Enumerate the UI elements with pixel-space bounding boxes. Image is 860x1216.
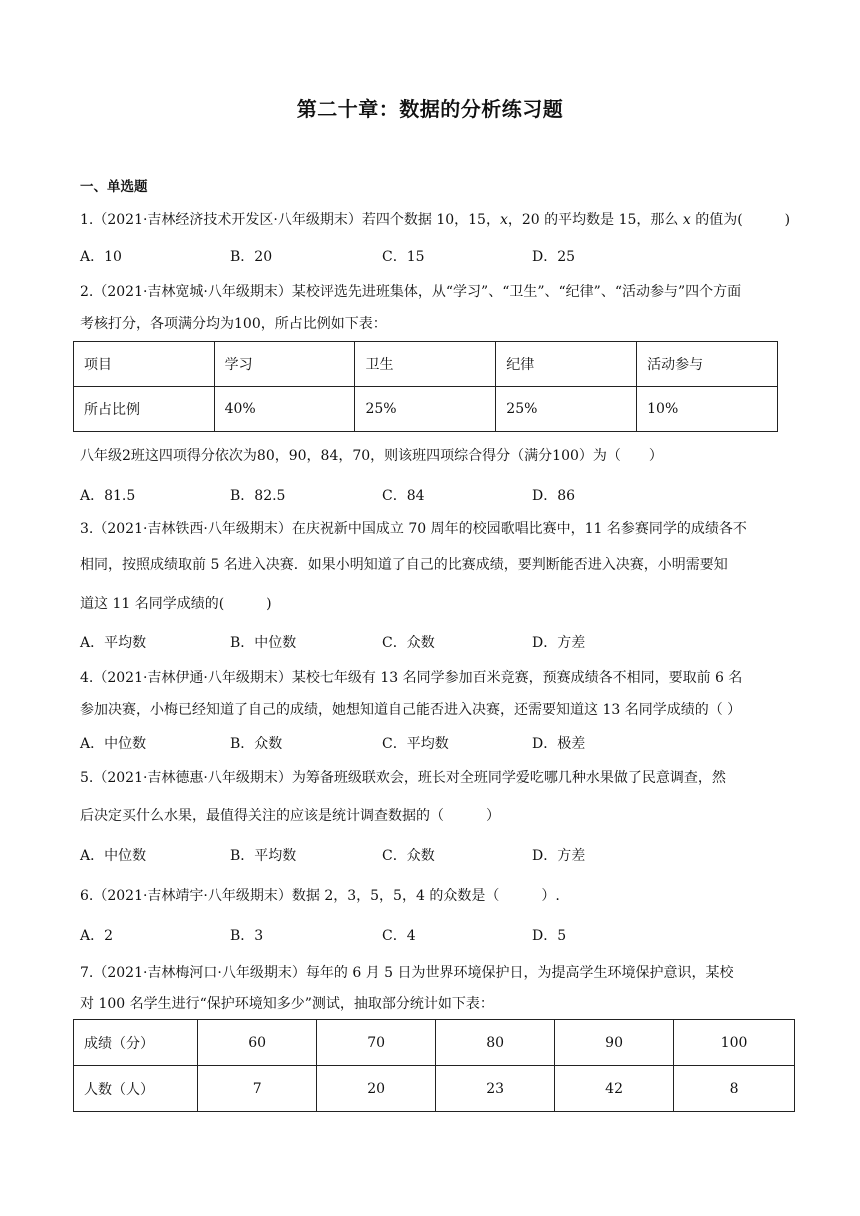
table-cell: 100 — [674, 1020, 795, 1066]
q5-option-b: B．平均数 — [230, 848, 297, 864]
table-row — [74, 342, 778, 387]
q4-option-c: C．平均数 — [382, 736, 449, 752]
table-cell: 20 — [317, 1066, 436, 1112]
question-7-line-2: 对 100 名学生进行“保护环境知多少”测试，抽取部分统计如下表： — [80, 996, 494, 1012]
question-2-line-3: 八年级2班这四项得分依次为80，90，84，70，则该班四项综合得分（满分100）为（ ） — [80, 448, 663, 464]
q2-option-a: A．81.5 — [80, 488, 136, 504]
table-cell: 7 — [198, 1066, 317, 1112]
question-5-line-1: 5.（2021·吉林德惠·八年级期末）为筹备班级联欢会，班长对全班同学爱吃哪几种水果做了民意调查，然 — [80, 770, 726, 786]
q5-option-a: A．中位数 — [80, 848, 147, 864]
question-4-line-2: 参加决赛，小梅已经知道了自己的成绩，她想知道自己能否进入决赛，还需要知道这 13 名同学成绩的（ ） — [80, 702, 742, 718]
q3-option-d: D．方差 — [532, 635, 586, 651]
table-cell: 80 — [436, 1020, 555, 1066]
table-cell: 60 — [198, 1020, 317, 1066]
table-cell: 活动参与 — [637, 342, 778, 387]
q1-option-a: A．10 — [80, 249, 122, 265]
q3-option-b: B．中位数 — [230, 635, 297, 651]
score-table — [73, 1019, 795, 1112]
question-4-line-1: 4.（2021·吉林伊通·八年级期末）某校七年级有 13 名同学参加百米竞赛，预赛成绩各不相同，要取前 6 名 — [80, 670, 743, 686]
q1-text-b: ，20 的平均数是 15，那么 — [507, 212, 683, 228]
q1-option-c: C．15 — [382, 249, 425, 265]
q5-option-c: C．众数 — [382, 848, 435, 864]
table-cell: 项目 — [74, 342, 215, 387]
table-cell: 成绩（分） — [74, 1020, 198, 1066]
table-cell: 10% — [637, 387, 778, 432]
q5-option-d: D．方差 — [532, 848, 586, 864]
table-cell: 23 — [436, 1066, 555, 1112]
question-3-line-2: 相同，按照成绩取前 5 名进入决赛．如果小明知道了自己的比赛成绩，要判断能否进入决赛，小明需要知 — [80, 557, 728, 573]
q1-text-a: 1.（2021·吉林经济技术开发区·八年级期末）若四个数据 10，15， — [80, 212, 500, 228]
table-cell: 25% — [496, 387, 637, 432]
q3-option-a: A．平均数 — [80, 635, 147, 651]
table-cell: 卫生 — [355, 342, 496, 387]
question-3-line-1: 3.（2021·吉林铁西·八年级期末）在庆祝新中国成立 70 周年的校园歌唱比赛中，11 名参赛同学的成绩各不 — [80, 521, 747, 537]
q2-option-c: C．84 — [382, 488, 425, 504]
table-cell: 所占比例 — [74, 387, 215, 432]
q4-option-a: A．中位数 — [80, 736, 147, 752]
question-1-stem — [80, 210, 790, 230]
question-3-line-3: 道这 11 名同学成绩的( ) — [80, 596, 272, 612]
table-row — [74, 1066, 795, 1112]
table-cell: 42 — [555, 1066, 674, 1112]
q1-text-c: 的值为( ) — [690, 212, 791, 228]
table-cell: 8 — [674, 1066, 795, 1112]
table-cell: 人数（人） — [74, 1066, 198, 1112]
q1-var-x: x — [499, 212, 508, 228]
question-2-line-1: 2.（2021·吉林宽城·八年级期末）某校评选先进班集体，从“学习”、“卫生”、“纪律”、“活动参与”四个方面 — [80, 284, 742, 300]
question-2-line-2: 考核打分，各项满分均为100，所占比例如下表： — [80, 316, 387, 332]
q1-option-b: B．20 — [230, 249, 273, 265]
q1-var-x2: x — [682, 212, 691, 228]
q4-option-b: B．众数 — [230, 736, 283, 752]
table-cell: 40% — [214, 387, 355, 432]
q2-option-d: D．86 — [532, 488, 576, 504]
question-6-line-1: 6.（2021·吉林靖宇·八年级期末）数据 2，3，5，5，4 的众数是（ ）. — [80, 888, 560, 904]
q6-option-a: A．2 — [80, 928, 114, 944]
q2-option-b: B．82.5 — [230, 488, 286, 504]
q3-option-c: C．众数 — [382, 635, 435, 651]
q4-option-d: D．极差 — [532, 736, 586, 752]
table-cell: 70 — [317, 1020, 436, 1066]
question-5-line-2: 后决定买什么水果，最值得关注的应该是统计调查数据的（ ） — [80, 808, 500, 824]
weight-table — [73, 341, 778, 432]
table-cell: 90 — [555, 1020, 674, 1066]
table-row — [74, 387, 778, 432]
q6-option-c: C．4 — [382, 928, 416, 944]
page-title: 第二十章：数据的分析练习题 — [296, 97, 564, 121]
q1-option-d: D．25 — [532, 249, 576, 265]
section-heading: 一、单选题 — [80, 179, 148, 195]
table-cell: 学习 — [214, 342, 355, 387]
table-cell: 25% — [355, 387, 496, 432]
q6-option-d: D．5 — [532, 928, 567, 944]
table-cell: 纪律 — [496, 342, 637, 387]
q6-option-b: B．3 — [230, 928, 264, 944]
question-7-line-1: 7.（2021·吉林梅河口·八年级期末）每年的 6 月 5 日为世界环境保护日，为提高学生环境保护意识，某校 — [80, 965, 734, 981]
table-row — [74, 1020, 795, 1066]
